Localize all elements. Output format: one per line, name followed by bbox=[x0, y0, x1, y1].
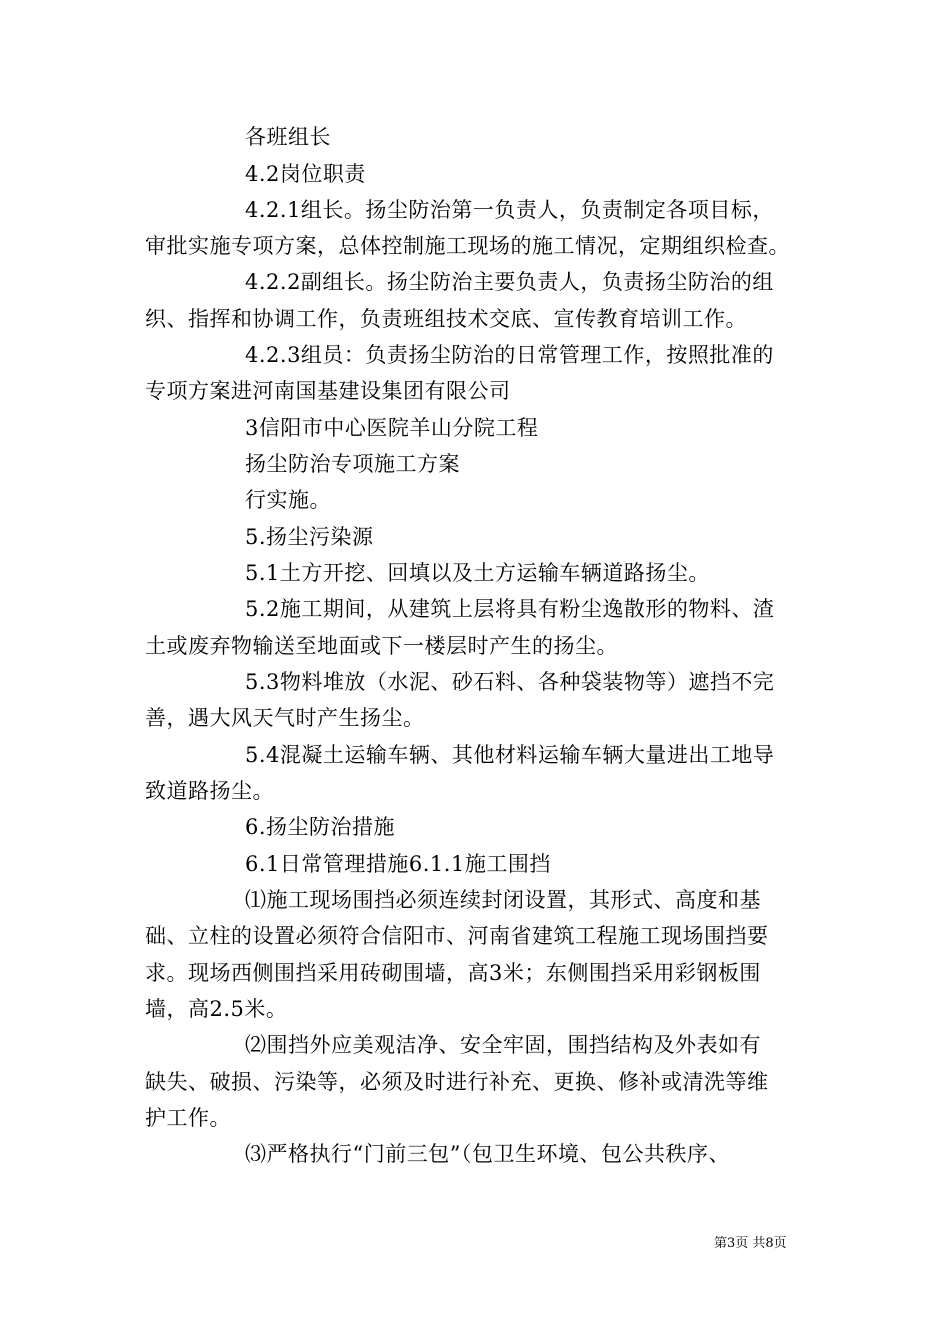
text-line: 织、指挥和协调工作，负责班组技术交底、宣传教育培训工作。 bbox=[145, 307, 747, 331]
text-line: 5.2施工期间，从建筑上层将具有粉尘逸散形的物料、渣 bbox=[245, 597, 775, 621]
text-line: 5.1土方开挖、回填以及土方运输车辆道路扬尘。 bbox=[245, 561, 710, 585]
text-line: 善，遇大风天气时产生扬尘。 bbox=[145, 706, 425, 730]
text-line: 墙，高2.5米。 bbox=[145, 997, 288, 1021]
text-line: 致道路扬尘。 bbox=[145, 779, 274, 803]
text-line: 5.3物料堆放（水泥、砂石料、各种袋装物等）遮挡不完 bbox=[245, 670, 775, 694]
text-line: 求。现场西侧围挡采用砖砌围墙，高3米；东侧围挡采用彩钢板围 bbox=[145, 961, 761, 985]
text-line: ⑵围挡外应美观洁净、安全牢固，围挡结构及外表如有 bbox=[245, 1033, 761, 1057]
text-line: 专项方案进河南国基建设集团有限公司 bbox=[145, 379, 511, 403]
text-line: 3信阳市中心医院羊山分院工程 bbox=[245, 416, 539, 440]
page-number: 第3页 共8页 bbox=[714, 1236, 787, 1251]
text-line: 护工作。 bbox=[145, 1106, 231, 1130]
text-line: 土或废弃物输送至地面或下一楼层时产生的扬尘。 bbox=[145, 634, 618, 658]
text-line: 缺失、破损、污染等，必须及时进行补充、更换、修补或清洗等维 bbox=[145, 1070, 769, 1094]
text-line: 审批实施专项方案，总体控制施工现场的施工情况，定期组织检查。 bbox=[145, 234, 790, 258]
text-line: 5.4混凝土运输车辆、其他材料运输车辆大量进出工地导 bbox=[245, 743, 775, 767]
text-line: 6.1日常管理措施6.1.1施工围挡 bbox=[245, 852, 551, 876]
text-line: 行实施。 bbox=[245, 488, 331, 512]
text-line: 5.扬尘污染源 bbox=[245, 525, 374, 549]
text-line: ⑶严格执行“门前三包”（包卫生环境、包公共秩序、 bbox=[245, 1142, 730, 1166]
text-line: 各班组长 bbox=[245, 125, 331, 149]
text-line: 扬尘防治专项施工方案 bbox=[245, 452, 460, 476]
text-line: 4.2.3组员：负责扬尘防治的日常管理工作，按照批准的 bbox=[245, 343, 774, 367]
text-line: 4.2.2副组长。扬尘防治主要负责人，负责扬尘防治的组 bbox=[245, 270, 774, 294]
text-line: 4.2岗位职责 bbox=[245, 162, 366, 186]
text-line: 6.扬尘防治措施 bbox=[245, 815, 396, 839]
text-line: 础、立柱的设置必须符合信阳市、河南省建筑工程施工现场围挡要 bbox=[145, 924, 769, 948]
text-line: ⑴施工现场围挡必须连续封闭设置，其形式、高度和基 bbox=[245, 888, 761, 912]
text-line: 4.2.1组长。扬尘防治第一负责人，负责制定各项目标， bbox=[245, 198, 774, 222]
